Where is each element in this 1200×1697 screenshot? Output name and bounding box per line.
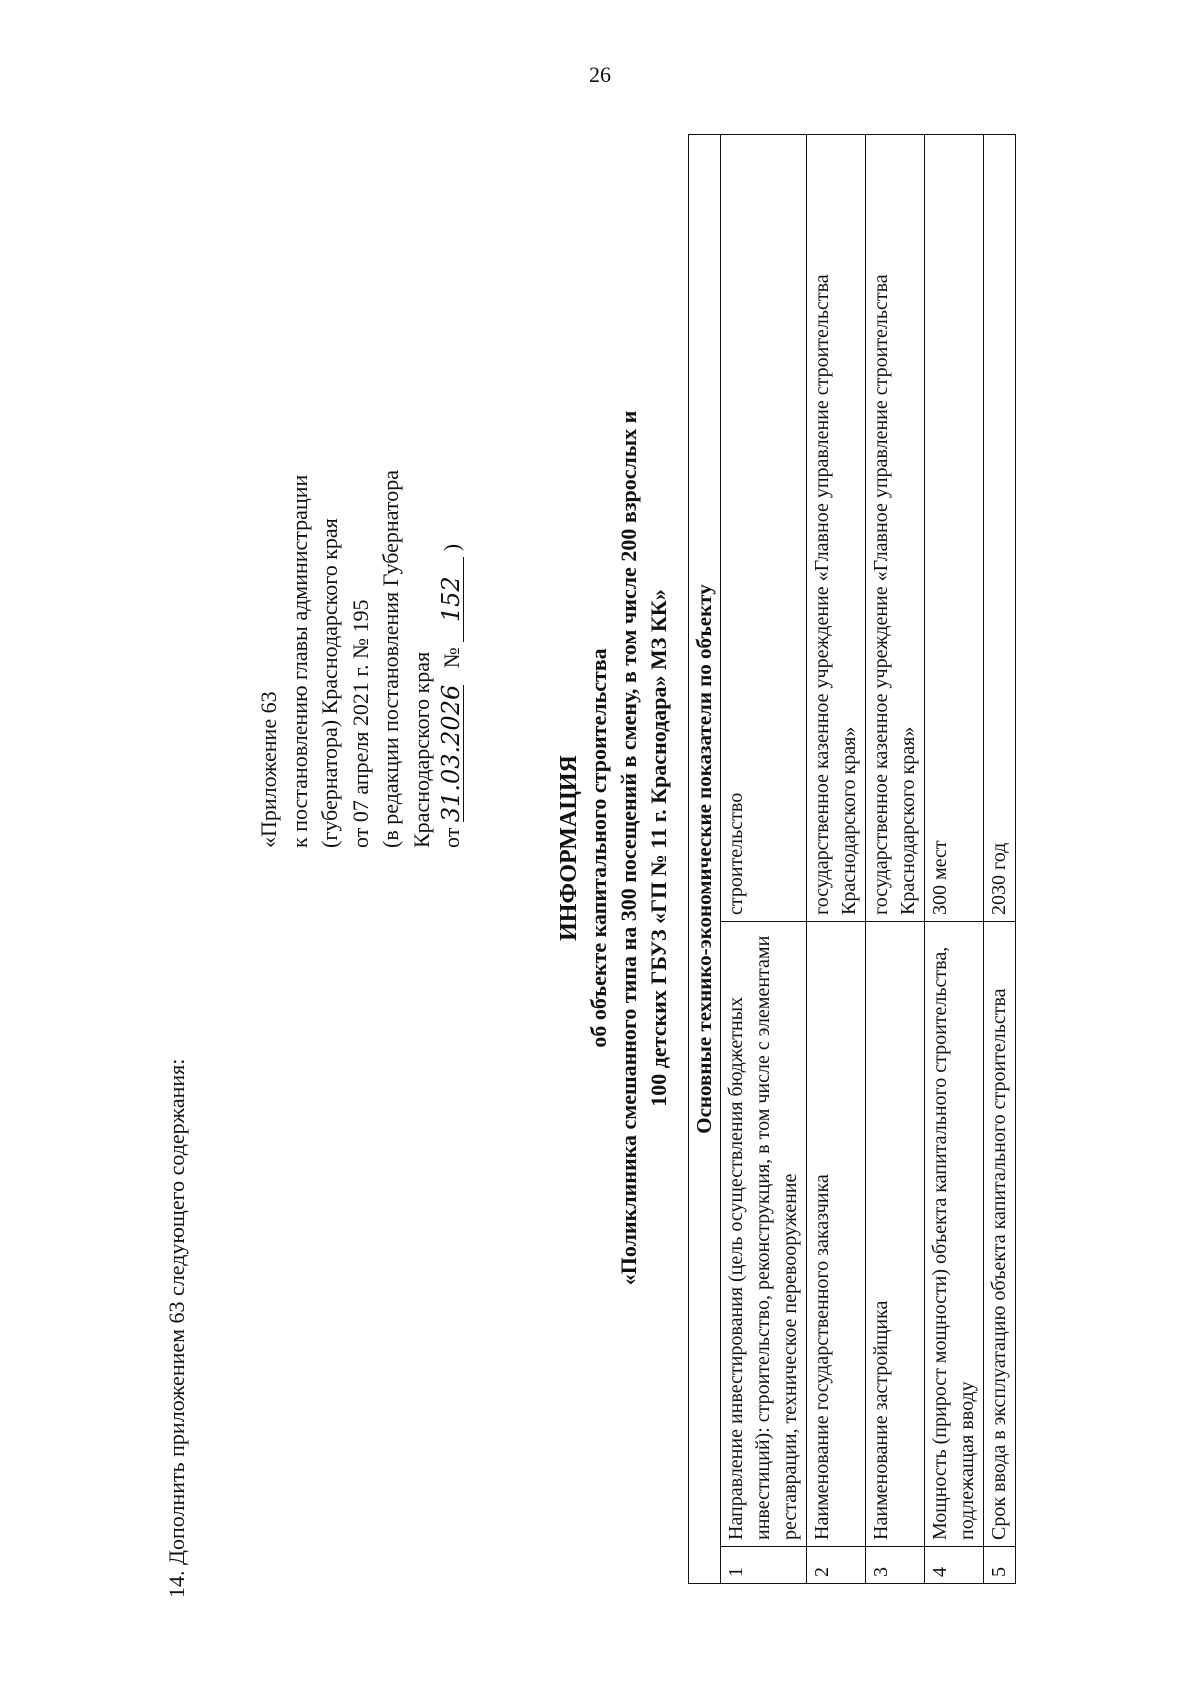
handwritten-number: 152 bbox=[439, 557, 464, 642]
page-number: 26 bbox=[589, 62, 611, 87]
table-row bbox=[866, 135, 925, 1584]
row-number: 5 bbox=[984, 1547, 1016, 1584]
intro-paragraph: 14. Дополнить приложением 63 следующего содержания: bbox=[164, 1058, 189, 1598]
row-label: Наименование застройщика bbox=[866, 922, 925, 1547]
table-header-row bbox=[689, 135, 721, 1584]
row-number: 3 bbox=[866, 1547, 925, 1584]
heading-object-name-cont: 100 детских ГБУЗ «ГП № 11 г. Краснодара» МЗ КК» bbox=[646, 589, 671, 1107]
row-value: 300 мест bbox=[925, 135, 984, 922]
row-value: 2030 год bbox=[984, 135, 1016, 922]
heading-title: ИНФОРМАЦИЯ bbox=[556, 755, 582, 941]
table-row bbox=[721, 135, 807, 1584]
heading-object-name: «Поликлиника смешанного типа на 300 посещений в смену, в том числе 200 взрослых и bbox=[616, 410, 641, 1286]
table-row bbox=[925, 135, 984, 1584]
handwritten-date: 31.03.2026 bbox=[437, 684, 465, 823]
number-prefix: № bbox=[439, 647, 464, 669]
appendix-line: «Приложение 63 bbox=[256, 691, 281, 848]
heading-subtitle: об объекте капитального строительства bbox=[586, 648, 611, 1048]
indicators-table bbox=[688, 134, 1016, 1584]
appendix-line: от 07 апреля 2021 г. № 195 bbox=[347, 599, 373, 848]
row-label: Мощность (прирост мощности) объекта капитального строительства, подлежащая вводу bbox=[925, 922, 984, 1547]
appendix-block bbox=[254, 128, 468, 848]
row-number: 1 bbox=[721, 1547, 807, 1584]
appendix-line: (губернатора) Краснодарского края bbox=[317, 518, 342, 848]
document-heading bbox=[554, 98, 674, 1598]
appendix-date-line bbox=[437, 128, 468, 848]
row-value: строительство bbox=[721, 135, 807, 922]
closing-paren: ) bbox=[439, 543, 464, 552]
table-row bbox=[984, 135, 1016, 1584]
row-value: государственное казенное учреждение «Главное управление строительства Краснодарского края» bbox=[807, 135, 866, 922]
row-label: Срок ввода в эксплуатацию объекта капитального строительства bbox=[984, 922, 1016, 1547]
row-label: Направление инвестирования (цель осуществления бюджетных инвестиций): строительство, реконструкция, в том числе с элементами реставрации, техническое перевооружение bbox=[721, 922, 807, 1547]
date-prefix: от bbox=[439, 827, 464, 848]
row-label: Наименование государственного заказчика bbox=[807, 922, 866, 1547]
appendix-line: (в редакции постановления Губернатора bbox=[378, 470, 403, 848]
row-number: 4 bbox=[925, 1547, 984, 1584]
appendix-line: Краснодарского края bbox=[408, 651, 434, 848]
table-row bbox=[807, 135, 866, 1584]
rotated-page-content bbox=[150, 98, 1155, 1598]
row-number: 2 bbox=[807, 1547, 866, 1584]
row-value: государственное казенное учреждение «Главное управление строительства Краснодарского края» bbox=[866, 135, 925, 922]
appendix-line: к постановлению главы администрации bbox=[286, 474, 312, 848]
table-header: Основные технико-экономические показатели по объекту bbox=[689, 135, 721, 1584]
